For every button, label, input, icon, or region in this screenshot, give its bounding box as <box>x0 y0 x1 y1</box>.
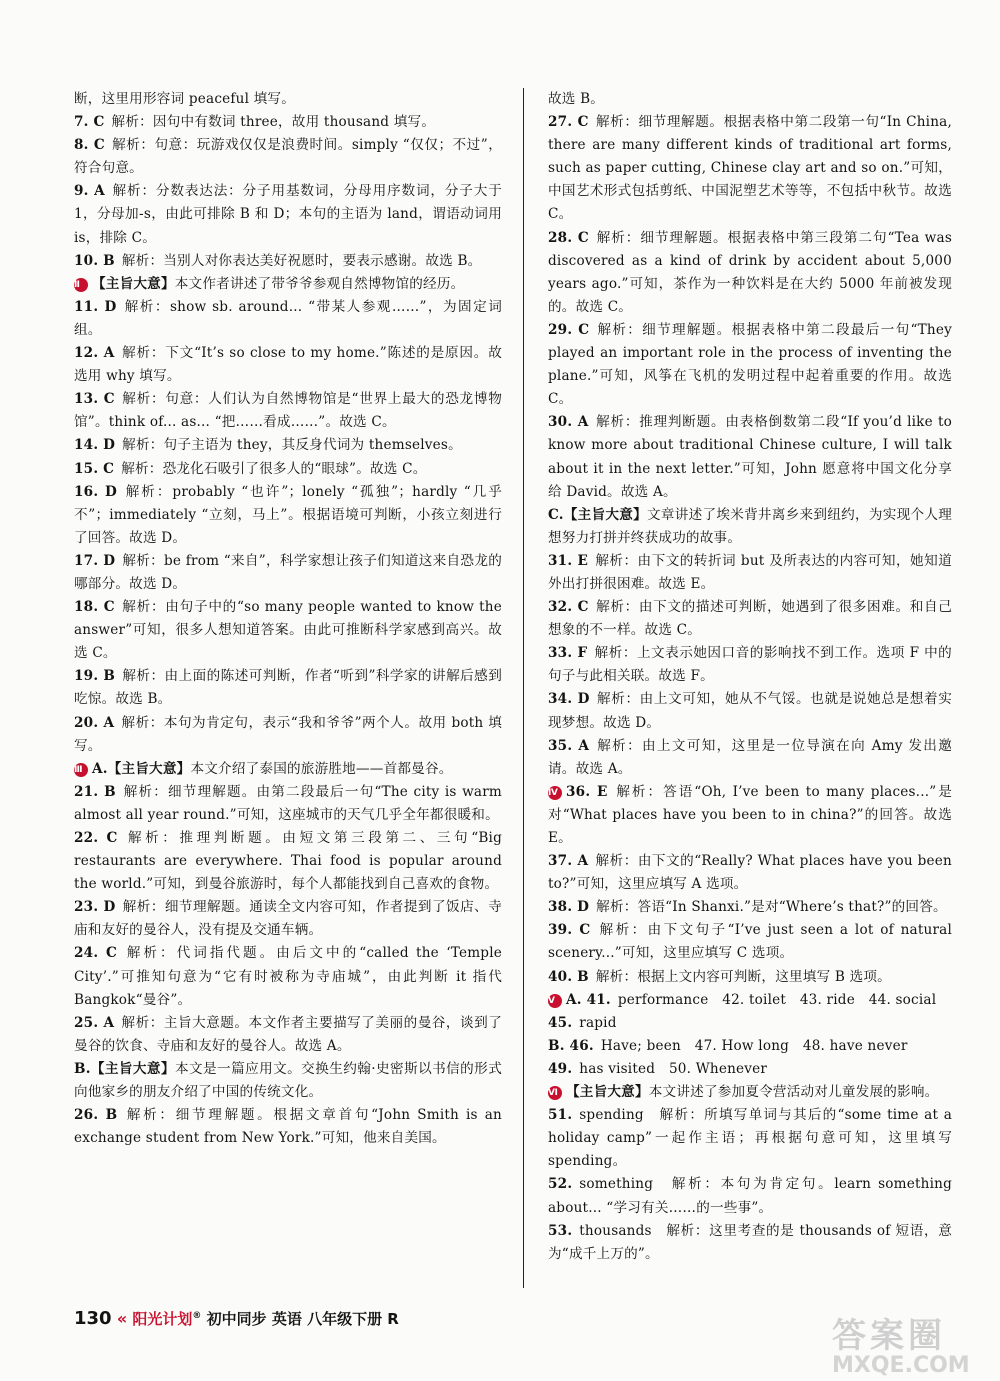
question-number: 37. A <box>548 853 589 870</box>
entry-text: 解析：由上文可知，她从不气馁。也就是说她总是想着实现梦想。故选 D。 <box>548 691 952 731</box>
entry-text: 解析：推理判断题。由表格倒数第二段“If you’d like to know more about traditional Chinese culture, I will talk about it in the next letter.”可知，John 愿意将中国文化分享给 David。故选 A。 <box>548 414 952 500</box>
page-footer <box>74 1308 399 1329</box>
question-number: 33. F <box>548 645 588 662</box>
entry-text: 解析：细节理解题。根据表格中第二段最后一句“They played an important role in the process of inventing the plane.”可知，风筝在飞机的发明过程中起着重要的作用。故选 C。 <box>548 321 953 408</box>
question-number: 17. D <box>74 552 116 569</box>
question-number: 51. <box>548 1107 573 1124</box>
answer-entry <box>548 1104 952 1173</box>
section-marker-icon: Ⅱ <box>74 278 88 292</box>
entry-text: 解析：句意：玩游戏仅仅是浪费时间。simply “仅仅；不过”，符合句意。 <box>74 137 503 177</box>
answer-entry <box>74 458 502 481</box>
question-number: 21. B <box>74 783 116 800</box>
section-heading <box>74 758 502 781</box>
question-number: 22. C <box>74 830 118 846</box>
answer-entry <box>548 1220 952 1266</box>
entry-text: 解析：答语“In Shanxi.”是对“Where’s that?”的回答。 <box>596 899 947 916</box>
entry-text: 解析：由上文可知，这里是一位导演在向 Amy 发出邀请。故选 A。 <box>548 737 952 777</box>
entry-text: 解析：根据上文内容可判断，这里填写 B 选项。 <box>595 968 891 985</box>
entry-text: 解析：答语“Oh, I’ve been to many places...”是对“What places have you been to in china?”的回答。故选 E。 <box>548 783 952 846</box>
answer-entry <box>74 1104 502 1150</box>
brand-name: 阳光计划 <box>132 1310 193 1328</box>
book-subtitle: 初中同步 英语 八年级下册 R <box>206 1310 399 1328</box>
question-number: 7. C <box>74 114 105 131</box>
entry-text: 解析：细节理解题。由第二段最后一句“The city is warm almost all year round.”可知，这座城市的天气几乎全年都很暖和。 <box>74 783 502 823</box>
answer-entry <box>74 88 502 111</box>
answer-entry <box>74 781 502 827</box>
entry-text: 解析：由下文的转折词 but 及所表达的内容可知，她知道外出打拼很困难。故选 E。 <box>548 552 952 592</box>
section-marker-icon: Ⅵ <box>548 1086 562 1100</box>
entry-text: 本文是一篇应用文。交换生约翰·史密斯以书信的形式向他家乡的朋友介绍了中国的传统文化。 <box>74 1060 502 1101</box>
answer-entry <box>548 642 952 688</box>
answer-entry <box>74 596 502 665</box>
entry-text: 解析：分数表达法：分子用基数词，分母用序数词，分子大于 1，分母加-s，由此可排除 B 和 D；本句的主语为 land，谓语动词用 is，排除 C。 <box>74 183 502 246</box>
entry-text: 解析：主旨大意题。本文作者主要描写了美丽的曼谷，谈到了曼谷的饮食、寺庙和友好的曼谷人。故选 A。 <box>74 1014 502 1054</box>
section-marker-icon: Ⅴ <box>548 994 562 1008</box>
question-number: 10. B <box>74 252 115 269</box>
question-number: 8. C <box>74 137 105 154</box>
entry-text: performance 42. toilet 43. ride 44. social <box>617 991 937 1008</box>
question-number: 27. C <box>548 114 589 131</box>
entry-text: 文章讲述了埃米背井离乡来到纽约，为实现个人理想努力打拼并终获成功的故事。 <box>548 506 952 546</box>
answer-entry <box>548 919 952 965</box>
entry-text: 解析：be from “来自”，科学家想让孩子们知道这来自恐龙的哪部分。故选 D。 <box>74 552 502 592</box>
answer-entry <box>74 665 502 711</box>
entry-text: 解析：细节理解题。根据表格中第二段第一句“In China, there are many different kinds of traditional art forms, such as paper cutting, Chinese clay art and so on.”可知，中国艺术形式包括剪纸、中国泥塑艺术等等，不包括中秋节。故选 C。 <box>548 114 953 223</box>
answer-entry <box>548 88 952 111</box>
entry-text: rapid <box>579 1014 617 1031</box>
answer-entry <box>548 1173 952 1219</box>
answer-entry <box>74 827 502 896</box>
question-number: 16. D <box>74 483 117 500</box>
answer-entry <box>74 550 502 596</box>
question-number: 15. C <box>74 460 115 477</box>
entry-text: 解析：由下文句子“I’ve just seen a lot of natural scenery...”可知，这里应填写 C 选项。 <box>548 922 952 962</box>
section-title: 【主旨大意】 <box>566 1084 649 1101</box>
entry-text: 解析：代词指代题。由后文中的“called the ‘Temple City’.”可推知句意为“它有时被称为寺庙城”，由此判断 it 指代 Bangkok“曼谷”。 <box>74 945 502 1008</box>
entry-text: 解析：由上面的陈述可判断，作者“听到”科学家的讲解后感到吃惊。故选 B。 <box>74 668 502 708</box>
entry-text: 解析：恐龙化石吸引了很多人的“眼球”。故选 C。 <box>121 460 427 477</box>
question-number: 45. <box>548 1014 573 1031</box>
question-number: 29. C <box>548 321 590 338</box>
entry-text: 本文讲述了参加夏令营活动对儿童发展的影响。 <box>648 1084 939 1101</box>
answer-entry <box>548 550 952 596</box>
answer-entry <box>548 1035 952 1058</box>
watermark-logo <box>832 1308 982 1378</box>
answer-entry <box>548 966 952 989</box>
entry-text: thousands 解析：这里考查的是 thousands of 短语，意为“成千上万的”。 <box>548 1222 952 1262</box>
chevron-icon: « <box>116 1309 128 1328</box>
entry-text: 故选 B。 <box>548 91 605 107</box>
section-marker-icon: Ⅳ <box>548 786 562 800</box>
section-title: B.【主旨大意】 <box>74 1060 175 1077</box>
question-number: 19. B <box>74 668 116 685</box>
answer-entry <box>74 296 502 342</box>
question-number: 24. C <box>74 945 118 962</box>
entry-text: 解析：由句子中的“so many people wanted to know the answer”可知，很多人想知道答案。由此可推断科学家感到高兴。故选 C。 <box>74 599 502 662</box>
entry-text: 解析：细节理解题。根据文章首句“John Smith is an exchange student from New York.”可知，他来自美国。 <box>74 1107 503 1147</box>
answer-entry <box>548 989 952 1012</box>
answer-entry <box>74 180 502 249</box>
question-number: 30. A <box>548 414 589 431</box>
answer-entry <box>548 896 952 919</box>
right-column <box>548 88 952 1266</box>
question-number: 49. <box>548 1060 573 1077</box>
question-number: 53. <box>548 1222 573 1239</box>
section-title: A.【主旨大意】 <box>92 760 191 777</box>
question-number: A. 41. <box>566 991 611 1008</box>
question-number: 40. B <box>548 968 589 985</box>
answer-entry <box>74 250 502 273</box>
page-number: 130 <box>74 1308 112 1329</box>
entry-text: 解析：下文“It’s so close to my home.”陈述的是原因。故选用 why 填写。 <box>74 345 502 385</box>
entry-text: 本文作者讲述了带爷爷参观自然博物馆的经历。 <box>174 275 465 292</box>
entry-text: has visited 50. Whenever <box>579 1060 768 1077</box>
question-number: 35. A <box>548 737 590 754</box>
entry-text: 解析：当别人对你表达美好祝愿时，要表示感谢。故选 B。 <box>121 252 482 269</box>
entry-text: 解析：本句为肯定句，表示“我和爷爷”两个人。故用 both 填写。 <box>74 714 503 754</box>
entry-text: 解析：细节理解题。根据表格中第三段第二句“Tea was discovered as a kind of drink by accident about 5,000 years ago.”可知，茶作为一种饮料是在大约 5000 年前被发现的。故选 C。 <box>548 229 952 315</box>
answer-entry <box>74 1012 502 1058</box>
question-number: 18. C <box>74 599 115 616</box>
question-number: 11. D <box>74 298 117 315</box>
section-marker-icon: Ⅲ <box>74 763 88 777</box>
section-heading <box>548 1081 952 1104</box>
column-divider <box>523 88 524 1288</box>
registered-mark: ® <box>192 1311 202 1321</box>
question-number: 31. E <box>548 552 589 569</box>
answer-entry <box>548 411 952 503</box>
answer-entry <box>548 596 952 642</box>
question-number: 34. D <box>548 691 590 708</box>
question-number: 52. <box>548 1176 573 1193</box>
answer-entry <box>548 735 952 781</box>
answer-entry <box>74 896 502 942</box>
answer-entry <box>548 781 952 850</box>
question-number: 25. A <box>74 1014 115 1031</box>
entry-text: 解析：probably “也许”；lonely “孤独”；hardly “几乎不”；immediately “立刻，马上”。根据语境可判断，小孩立刻进行了回答。故选 D。 <box>74 483 502 546</box>
section-heading <box>548 504 952 550</box>
question-number: 32. C <box>548 599 589 616</box>
answer-entry <box>548 111 952 226</box>
watermark-top: 答案圈 <box>832 1316 946 1356</box>
answer-entry <box>548 227 952 319</box>
answer-entry <box>74 712 502 758</box>
question-number: B. 46. <box>548 1037 594 1054</box>
entry-text: 解析：由下文的描述可判断，她遇到了很多困难。和自己想象的不一样。故选 C。 <box>548 599 953 639</box>
entry-text: Have; been 47. How long 48. have never <box>600 1037 908 1054</box>
answer-entry <box>548 1012 952 1035</box>
answer-entry <box>74 134 502 180</box>
left-column <box>74 88 502 1150</box>
question-number: 13. C <box>74 391 115 408</box>
entry-text: something 解析：本句为肯定句。learn something about... “学习有关……的一些事”。 <box>548 1176 952 1216</box>
entry-text: 解析：句子主语为 they，其反身代词为 themselves。 <box>122 437 462 454</box>
entry-text: 本文介绍了泰国的旅游胜地——首都曼谷。 <box>190 760 453 777</box>
entry-text: 解析：上文表示她因口音的影响找不到工作。选项 F 中的句子与此相关联。故选 F。 <box>548 645 952 685</box>
question-number: 23. D <box>74 899 116 916</box>
question-number: 20. A <box>74 714 115 731</box>
entry-text: 解析：因句中有数词 three，故用 thousand 填写。 <box>111 114 436 131</box>
answer-entry <box>548 688 952 734</box>
watermark-bottom: MXQE.COM <box>832 1353 970 1378</box>
answer-entry <box>548 319 952 411</box>
entry-text: spending 解析：所填写单词与其后的“some time at a holiday camp”一起作主语；再根据句意可知，这里填写 spending。 <box>548 1107 952 1170</box>
answer-entry <box>74 342 502 388</box>
question-number: 14. D <box>74 437 116 454</box>
answer-entry <box>74 481 502 550</box>
question-number: 26. B <box>74 1107 118 1124</box>
question-number: 38. D <box>548 899 590 916</box>
section-title: C.【主旨大意】 <box>548 506 647 523</box>
entry-text: 解析：show sb. around... “带某人参观……”，为固定词组。 <box>74 298 502 338</box>
answer-entry <box>74 434 502 457</box>
answer-entry <box>74 388 502 434</box>
question-number: 28. C <box>548 229 589 246</box>
question-number: 9. A <box>74 183 105 200</box>
question-number: 39. C <box>548 922 591 939</box>
entry-text: 解析：句意：人们认为自然博物馆是“世界上最大的恐龙博物馆”。think of... as... “把……看成……”。故选 C。 <box>74 391 502 431</box>
entry-text: 断，这里用形容词 peaceful 填写。 <box>74 91 296 107</box>
entry-text: 解析：细节理解题。通读全文内容可知，作者提到了饭店、寺庙和友好的曼谷人，没有提及交通车辆。 <box>74 899 502 939</box>
question-number: 12. A <box>74 345 115 362</box>
answer-entry <box>74 942 502 1011</box>
entry-text: 解析：由下文的“Really? What places have you been to?”可知，这里应填写 A 选项。 <box>548 853 952 893</box>
section-heading <box>74 1058 502 1104</box>
answer-entry <box>74 111 502 134</box>
section-heading <box>74 273 502 296</box>
answer-entry <box>548 1058 952 1081</box>
question-number: 36. E <box>566 783 608 800</box>
answer-entry <box>548 850 952 896</box>
entry-text: 解析：推理判断题。由短文第三段第二、三句“Big restaurants are everywhere. Thai food is popular around the world.”可知，到曼谷旅游时，每个人都能找到自己喜欢的食物。 <box>74 830 502 893</box>
section-title: 【主旨大意】 <box>92 275 175 292</box>
